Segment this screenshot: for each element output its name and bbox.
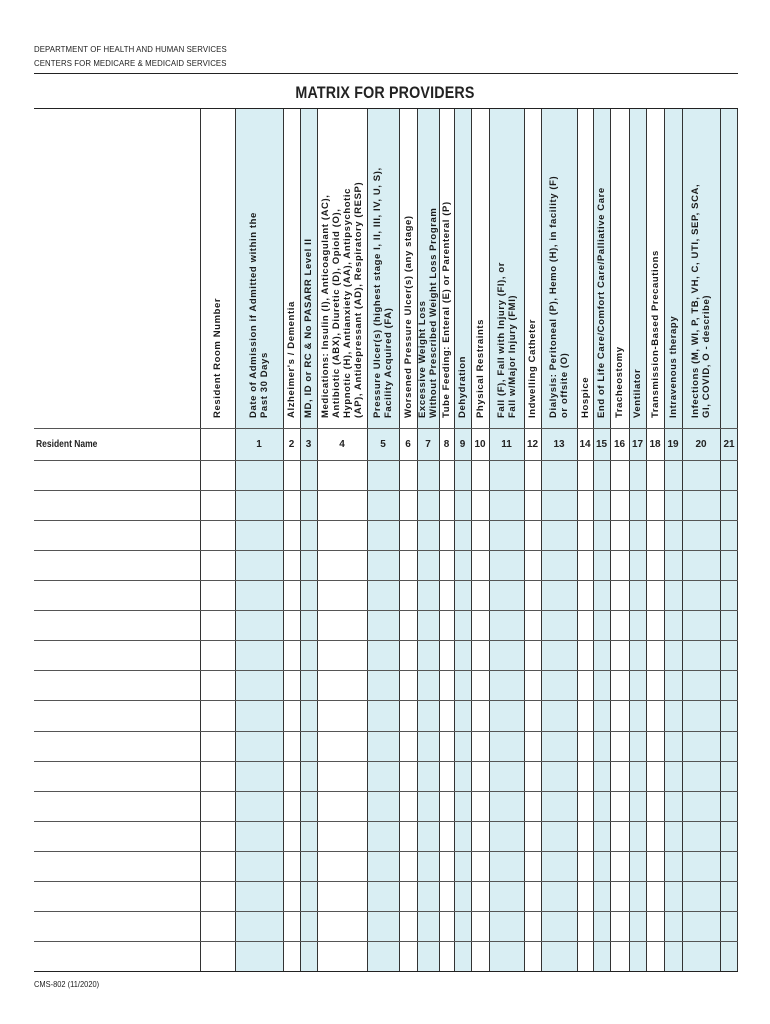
column-header-20 — [690, 184, 712, 418]
column-header-15 — [596, 187, 607, 418]
column-header-20-line: GI, COVID, O - describe) — [701, 294, 712, 418]
provider-matrix-table — [34, 108, 738, 971]
column-number-2: 2 — [288, 439, 295, 450]
column-number-17: 17 — [631, 439, 644, 450]
resident-name-field[interactable] — [34, 461, 200, 489]
column-header-11 — [496, 262, 518, 418]
column-header-14-line: Hospice — [579, 376, 591, 418]
column-header-8-line: Tube Feeding: Enteral (E) or Parenteral (P) — [441, 201, 452, 418]
column-number-15: 15 — [595, 439, 608, 450]
column-header-9-line: Dehydration — [457, 355, 468, 418]
page-title: MATRIX FOR PROVIDERS — [295, 83, 475, 102]
resident-name-field[interactable] — [34, 551, 200, 579]
form-number: CMS-802 (11/2020) — [34, 979, 100, 989]
resident-name-header: Resident Name — [36, 439, 98, 450]
resident-name-field[interactable] — [34, 882, 200, 910]
column-strip — [664, 108, 682, 971]
resident-name-field[interactable] — [34, 912, 200, 940]
column-strip — [646, 108, 664, 971]
column-header-17 — [632, 369, 643, 418]
column-header-12 — [527, 319, 538, 418]
column-number-11: 11 — [501, 439, 512, 450]
column-header-16 — [614, 346, 625, 418]
column-header-1-line: Date of Admission if Admitted within the — [248, 212, 259, 418]
column-strip — [489, 108, 524, 971]
resident-name-field[interactable] — [34, 701, 200, 729]
column-number-20: 20 — [695, 439, 707, 450]
column-strip — [283, 108, 300, 971]
column-number-3: 3 — [305, 439, 312, 450]
column-header-4 — [320, 182, 364, 418]
column-header-5-line: Facility Acquired (FA) — [383, 307, 394, 418]
column-strip — [300, 108, 317, 971]
resident-name-field[interactable] — [34, 671, 200, 699]
resident-name-field[interactable] — [34, 762, 200, 790]
column-header-2 — [286, 301, 297, 418]
column-strip — [524, 108, 541, 971]
column-header-19 — [668, 316, 679, 418]
column-header-3 — [303, 238, 314, 418]
column-number-4: 4 — [339, 439, 345, 450]
column-strip — [200, 108, 235, 971]
resident-name-field[interactable] — [34, 942, 200, 970]
column-header-11-line: Fall w/Major Injury (FMI) — [506, 294, 518, 418]
column-number-7: 7 — [425, 439, 431, 450]
column-strip — [720, 108, 738, 971]
room-number-header: Resident Room Number — [211, 297, 223, 418]
column-header-9 — [457, 356, 468, 418]
column-strip — [471, 108, 489, 971]
column-number-1: 1 — [256, 439, 262, 450]
column-header-16-line: Tracheostomy — [614, 346, 625, 418]
column-number-19: 19 — [667, 439, 679, 450]
column-header-1 — [248, 212, 270, 418]
column-number-10: 10 — [474, 439, 486, 450]
column-number-21: 21 — [723, 439, 735, 450]
column-header-13 — [548, 176, 570, 418]
column-header-4-line: Medications: Insulin (I), Anticoagulant (AC), — [320, 194, 331, 418]
column-header-4-line: Antibiotic (ABX), Diuretic (D), Opioid (O), — [331, 208, 342, 418]
column-header-18-line: Transmission-Based Precautions — [649, 250, 661, 418]
column-header-17-line: Ventilator — [632, 368, 643, 418]
column-header-14 — [580, 377, 591, 418]
agency-line-2: CENTERS FOR MEDICARE & MEDICAID SERVICES — [34, 58, 227, 68]
column-header-5 — [372, 167, 394, 418]
column-header-20-line: Infections (M, WI, P, TB, VH, C, UTI, SEP, SCA, — [690, 183, 701, 418]
agency-line-1: DEPARTMENT OF HEALTH AND HUMAN SERVICES — [34, 44, 227, 54]
column-number-12: 12 — [526, 439, 539, 450]
column-number-16: 16 — [613, 439, 626, 450]
column-header-8 — [441, 201, 452, 418]
column-number-13: 13 — [553, 439, 565, 450]
column-header-7 — [417, 208, 439, 418]
column-header-10 — [475, 319, 486, 418]
resident-name-field[interactable] — [34, 852, 200, 880]
column-header-12-line: Indwelling Catheter — [527, 318, 538, 418]
column-header-10-line: Physical Restraints — [474, 318, 486, 418]
column-number-18: 18 — [649, 439, 661, 450]
column-header-13-line: Dialysis: Peritoneal (P), Hemo (H), in facility (F) — [548, 175, 559, 418]
column-header-15-line: End of Life Care/Comfort Care/Palliative Care — [596, 187, 607, 418]
column-header-5-line: Pressure Ulcer(s) (highest stage I, II, III, IV, U, S), — [372, 167, 383, 418]
column-strip — [629, 108, 646, 971]
column-header-1-line: Past 30 Days — [259, 352, 270, 418]
column-header-19-line: Intravenous therapy — [667, 315, 679, 418]
column-header-6 — [403, 215, 414, 418]
resident-name-field[interactable] — [34, 611, 200, 639]
column-header-2-line: Alzheimer's / Dementia — [286, 301, 297, 418]
column-strip — [454, 108, 471, 971]
column-header-13-line: or offsite (O) — [559, 352, 570, 418]
row-divider — [34, 108, 738, 109]
row-divider — [34, 428, 738, 429]
resident-name-field[interactable] — [34, 732, 200, 760]
column-number-9: 9 — [459, 439, 466, 450]
column-header-3-line: MD, ID or RC & No PASARR Level II — [303, 238, 314, 418]
resident-name-field[interactable] — [34, 491, 200, 519]
column-number-14: 14 — [579, 439, 591, 450]
resident-name-field[interactable] — [34, 822, 200, 850]
column-number-5: 5 — [380, 439, 386, 450]
column-header-6-line: Worsened Pressure Ulcer(s) (any stage) — [402, 215, 414, 418]
column-header-11-line: Fall (F), Fall with Injury (FI), or — [495, 261, 507, 418]
column-header-18 — [650, 250, 661, 418]
column-header-7-line: Without Prescribed Weight Loss Program — [428, 207, 439, 418]
column-strip — [577, 108, 593, 971]
column-header-7-line: Excessive Weight Loss — [417, 300, 428, 418]
column-number-6: 6 — [405, 439, 411, 450]
row-divider — [34, 971, 738, 972]
header-rule — [34, 73, 738, 74]
resident-name-field[interactable] — [34, 792, 200, 820]
resident-name-field[interactable] — [34, 641, 200, 669]
column-header-4-line: (AP), Antidepressant (AD), Respiratory (RESP) — [353, 181, 364, 418]
column-header-4-line: Hypnotic (H), Antianxiety (AA), Antipsychotic — [342, 187, 353, 418]
column-number-8: 8 — [443, 439, 450, 450]
resident-name-field[interactable] — [34, 581, 200, 609]
resident-name-field[interactable] — [34, 521, 200, 549]
column-strip — [610, 108, 629, 971]
